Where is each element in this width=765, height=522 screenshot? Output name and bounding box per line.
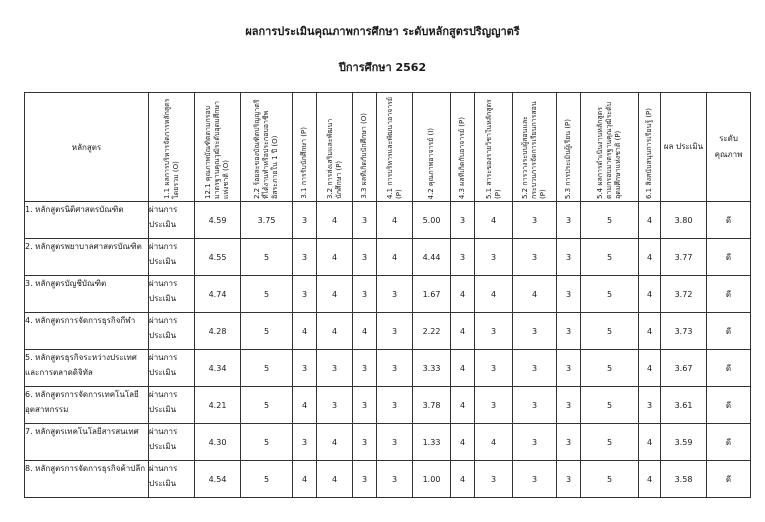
indicator-value-cell: 5 (581, 313, 639, 350)
indicator-value-cell: 4 (451, 350, 475, 387)
indicator-value-cell: 4 (293, 313, 317, 350)
quality-level-cell: ดี (707, 350, 751, 387)
indicator-value-cell: 4.74 (195, 276, 241, 313)
indicator-value-cell: 3 (377, 424, 413, 461)
indicator-value-cell: 3 (475, 461, 513, 498)
score-cell: 3.58 (661, 461, 707, 498)
indicator-value-cell: 3 (353, 387, 377, 424)
table-row (25, 239, 751, 276)
indicator-value-cell: 5 (241, 313, 293, 350)
indicator-value-cell: 4 (317, 239, 353, 276)
course-column-header: หลักสูตร (25, 93, 149, 202)
indicator-value-cell: 3 (513, 239, 557, 276)
table-row (25, 350, 751, 387)
indicator-value-cell: 3 (475, 350, 513, 387)
indicator-value-cell: 3 (557, 387, 581, 424)
indicator-value-cell: 3 (475, 239, 513, 276)
indicator-value-cell: 4 (639, 276, 661, 313)
indicator-value-cell: 3 (353, 276, 377, 313)
indicator-value-cell: 4 (317, 202, 353, 239)
indicator-value-cell: 4 (353, 313, 377, 350)
indicator-value-cell: 3 (557, 239, 581, 276)
indicator-value-cell: 4 (377, 202, 413, 239)
indicator-header: 1.1 ผลการบริหารจัดการหลักสูตรโดยรวม (O) (149, 93, 195, 202)
indicator-value-cell: 4 (639, 461, 661, 498)
indicator-value-cell: 3 (557, 276, 581, 313)
indicator-value-cell: 3 (513, 424, 557, 461)
course-name-cell: 1. หลักสูตรนิติศาสตรบัณฑิต (25, 202, 149, 239)
table-row (25, 461, 751, 498)
score-column-header: ผล ประเมิน (661, 93, 707, 202)
score-cell: 3.73 (661, 313, 707, 350)
indicator-value-cell: 3 (557, 350, 581, 387)
score-cell: 3.61 (661, 387, 707, 424)
indicator-header: 4.1 การบริหารและพัฒนาอาจารย์ (P) (377, 93, 413, 202)
indicator-value-cell: 4 (475, 202, 513, 239)
table-row (25, 313, 751, 350)
table-body (25, 202, 751, 498)
indicator-header: 3.2 การส่งเสริมและพัฒนานักศึกษา (P) (317, 93, 353, 202)
indicator-header: 4.2 คุณภาพอาจารย์ (I) (413, 93, 451, 202)
indicator-value-cell: 4 (317, 313, 353, 350)
indicator-value-cell: 3 (639, 387, 661, 424)
indicator-value-cell: 3 (513, 461, 557, 498)
indicator-value-cell: 4.34 (195, 350, 241, 387)
quality-level-cell: ดี (707, 239, 751, 276)
indicator-value-cell: 5.00 (413, 202, 451, 239)
indicator-value-cell: 4 (451, 276, 475, 313)
indicator-value-cell: 5 (581, 461, 639, 498)
indicator-value-cell: 3 (293, 276, 317, 313)
indicator-value-cell: 4 (377, 239, 413, 276)
indicator-value-cell: 3 (293, 202, 317, 239)
indicator-value-cell: 3 (451, 202, 475, 239)
quality-level-cell: ดี (707, 461, 751, 498)
indicator-value-cell: 3 (353, 202, 377, 239)
report-subtitle: ปีการศึกษา 2562 (338, 61, 427, 74)
assessment-table (24, 92, 751, 498)
indicator-header: 5.2 การวางระบบผู้สอนและกระบวนการจัดการเรียนการสอน (P) (513, 93, 557, 202)
score-cell: 3.59 (661, 424, 707, 461)
course-name-cell: 3. หลักสูตรบัญชีบัณฑิต (25, 276, 149, 313)
report-title: ผลการประเมินคุณภาพการศึกษา ระดับหลักสูตรปริญญาตรี (245, 25, 520, 38)
indicator-header: 5.1 สาระของรายวิชาในหลักสูตร (P) (475, 93, 513, 202)
indicator-value-cell: 3 (513, 350, 557, 387)
score-cell: 3.67 (661, 350, 707, 387)
indicator-header: 5.4 ผลการดำเนินงานหลักสูตรตามกรอบมาตรฐานคุณวุฒิระดับอุดมศึกษาแห่งชาติ (P) (581, 93, 639, 202)
indicator-value-cell: 5 (581, 239, 639, 276)
indicator-value-cell: 3 (353, 461, 377, 498)
course-name-cell: 4. หลักสูตรการจัดการธุรกิจกีฬา (25, 313, 149, 350)
indicator-value-cell: 1.33 (413, 424, 451, 461)
indicator-value-cell: 3.75 (241, 202, 293, 239)
assessment-method-cell: ผ่านการประเมิน (149, 239, 195, 276)
indicator-value-cell: 4 (451, 313, 475, 350)
indicator-value-cell: 3.78 (413, 387, 451, 424)
course-name-cell: 7. หลักสูตรเทคโนโลยีสารสนเทศ (25, 424, 149, 461)
table-row (25, 387, 751, 424)
indicator-value-cell: 3 (475, 387, 513, 424)
quality-level-cell: ดี (707, 424, 751, 461)
indicator-value-cell: 4.28 (195, 313, 241, 350)
indicator-value-cell: 5 (581, 350, 639, 387)
indicator-header: 3.3 ผลที่เกิดกับนักศึกษา (O) (353, 93, 377, 202)
score-cell: 3.72 (661, 276, 707, 313)
quality-level-cell: ดี (707, 276, 751, 313)
indicator-value-cell: 3 (353, 424, 377, 461)
assessment-method-cell: ผ่านการประเมิน (149, 424, 195, 461)
indicator-value-cell: 3 (557, 313, 581, 350)
indicator-value-cell: 4.54 (195, 461, 241, 498)
indicator-value-cell: 3 (377, 387, 413, 424)
indicator-value-cell: 5 (241, 424, 293, 461)
course-name-cell: 8. หลักสูตรการจัดการธุรกิจค้าปลีก (25, 461, 149, 498)
indicator-header: 2.2 ร้อยละของบัณฑิตปริญญาตรีที่ได้งานทำหรือประกอบอาชีพอิสระภายใน 1 ปี (O) (241, 93, 293, 202)
course-name-cell: 2. หลักสูตรพยาบาลศาสตรบัณฑิต (25, 239, 149, 276)
indicator-value-cell: 3 (293, 350, 317, 387)
indicator-value-cell: 5 (241, 387, 293, 424)
indicator-header: 12.1 คุณภาพบัณฑิตตามกรอบมาตรฐานคุณวุฒิระดับอุดมศึกษาแห่งชาติ (O) (195, 93, 241, 202)
table-row (25, 202, 751, 239)
indicator-value-cell: 4 (639, 313, 661, 350)
table-header-row (25, 93, 751, 202)
indicator-value-cell: 4 (451, 424, 475, 461)
indicator-value-cell: 4 (639, 424, 661, 461)
indicator-value-cell: 3 (377, 350, 413, 387)
indicator-header: 4.3 ผลที่เกิดกับอาจารย์ (P) (451, 93, 475, 202)
score-cell: 3.80 (661, 202, 707, 239)
indicator-value-cell: 4 (317, 461, 353, 498)
quality-level-cell: ดี (707, 313, 751, 350)
indicator-header: 6.1 สิ่งสนับสนุนการเรียนรู้ (P) (639, 93, 661, 202)
indicator-value-cell: 4 (475, 276, 513, 313)
indicator-value-cell: 5 (241, 350, 293, 387)
indicator-value-cell: 3 (317, 350, 353, 387)
indicator-value-cell: 4.59 (195, 202, 241, 239)
indicator-value-cell: 5 (241, 461, 293, 498)
assessment-method-cell: ผ่านการประเมิน (149, 276, 195, 313)
score-cell: 3.77 (661, 239, 707, 276)
indicator-value-cell: 4.21 (195, 387, 241, 424)
indicator-header: 5.3 การประเมินผู้เรียน (P) (557, 93, 581, 202)
indicator-value-cell: 3 (513, 387, 557, 424)
indicator-value-cell: 4.30 (195, 424, 241, 461)
indicator-value-cell: 4 (513, 276, 557, 313)
indicator-value-cell: 5 (581, 202, 639, 239)
indicator-value-cell: 3 (557, 424, 581, 461)
level-column-header: ระดับ คุณภาพ (707, 93, 751, 202)
assessment-method-cell: ผ่านการประเมิน (149, 350, 195, 387)
indicator-value-cell: 3 (513, 313, 557, 350)
indicator-value-cell: 4 (639, 239, 661, 276)
indicator-value-cell: 1.67 (413, 276, 451, 313)
assessment-method-cell: ผ่านการประเมิน (149, 313, 195, 350)
table-row (25, 276, 751, 313)
indicator-value-cell: 3 (293, 424, 317, 461)
indicator-value-cell: 4.55 (195, 239, 241, 276)
quality-level-cell: ดี (707, 202, 751, 239)
indicator-value-cell: 3 (353, 239, 377, 276)
table-row (25, 424, 751, 461)
course-name-cell: 6. หลักสูตรการจัดการเทคโนโลยีอุตสาหกรรม (25, 387, 149, 424)
indicator-value-cell: 5 (241, 276, 293, 313)
indicator-value-cell: 4 (639, 350, 661, 387)
indicator-value-cell: 3 (377, 276, 413, 313)
indicator-value-cell: 3 (513, 202, 557, 239)
indicator-value-cell: 5 (241, 239, 293, 276)
course-name-cell: 5. หลักสูตรธุรกิจระหว่างประเทศและการตลาดดิจิทัล (25, 350, 149, 387)
indicator-value-cell: 1.00 (413, 461, 451, 498)
quality-level-cell: ดี (707, 387, 751, 424)
indicator-value-cell: 4 (451, 461, 475, 498)
indicator-header: 3.1 การรับนักศึกษา (P) (293, 93, 317, 202)
assessment-method-cell: ผ่านการประเมิน (149, 461, 195, 498)
assessment-method-cell: ผ่านการประเมิน (149, 387, 195, 424)
indicator-value-cell: 3 (377, 461, 413, 498)
indicator-value-cell: 3 (377, 313, 413, 350)
indicator-value-cell: 4 (293, 387, 317, 424)
indicator-value-cell: 5 (581, 424, 639, 461)
assessment-method-cell: ผ่านการประเมิน (149, 202, 195, 239)
indicator-value-cell: 3 (451, 239, 475, 276)
indicator-value-cell: 4 (317, 424, 353, 461)
indicator-value-cell: 4 (639, 202, 661, 239)
indicator-value-cell: 5 (581, 276, 639, 313)
indicator-value-cell: 2.22 (413, 313, 451, 350)
indicator-value-cell: 4 (293, 461, 317, 498)
indicator-value-cell: 5 (581, 387, 639, 424)
indicator-value-cell: 3 (317, 387, 353, 424)
indicator-value-cell: 4.44 (413, 239, 451, 276)
indicator-value-cell: 4 (475, 424, 513, 461)
indicator-value-cell: 4 (317, 276, 353, 313)
indicator-value-cell: 3 (557, 202, 581, 239)
indicator-value-cell: 3 (353, 350, 377, 387)
indicator-value-cell: 4 (451, 387, 475, 424)
indicator-value-cell: 3 (475, 313, 513, 350)
indicator-value-cell: 3 (557, 461, 581, 498)
indicator-value-cell: 3.33 (413, 350, 451, 387)
indicator-value-cell: 3 (293, 239, 317, 276)
